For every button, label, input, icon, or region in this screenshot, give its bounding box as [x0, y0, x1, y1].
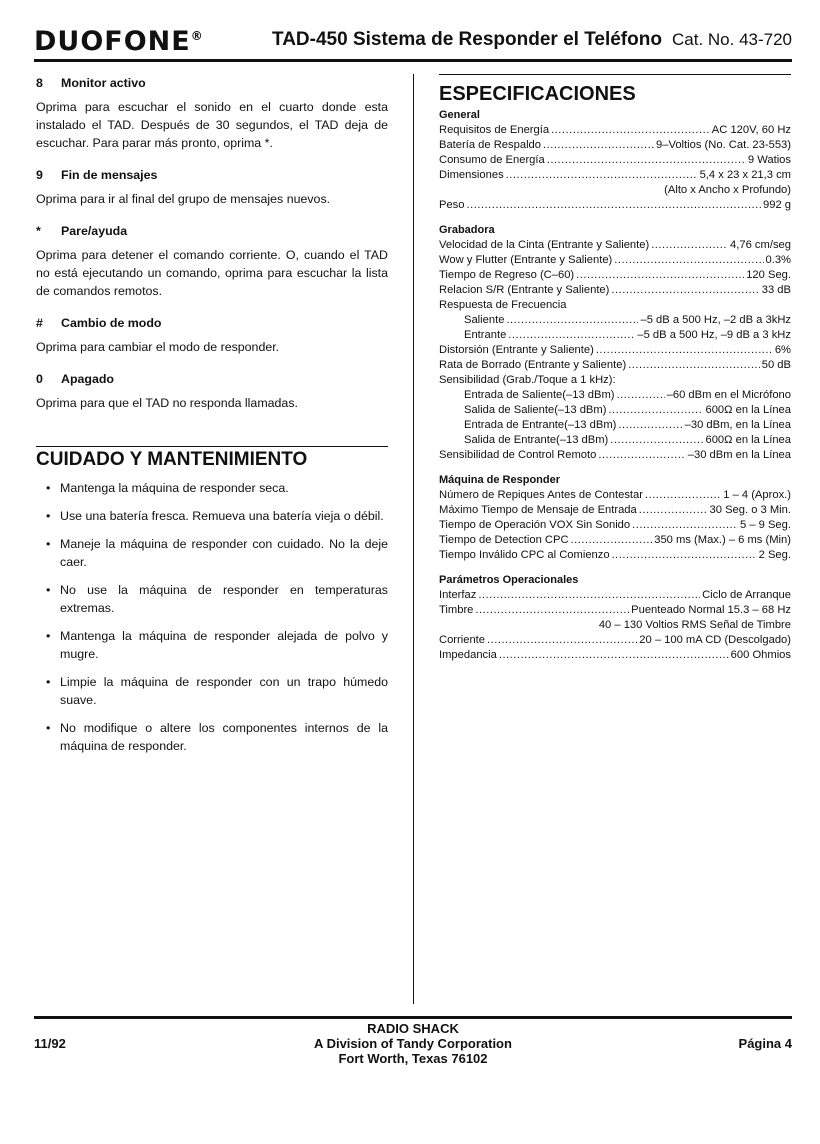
list-item: • Mantenga la máquina de responder alejada de polvo y mugre. — [46, 627, 388, 663]
section-number: * — [36, 224, 41, 238]
spec-row: Distorsión (Entrante y Saliente) ..... 6% — [439, 343, 791, 358]
section-number: 9 — [36, 168, 43, 182]
section-monitor — [36, 74, 388, 152]
list-item: • No use la máquina de responder en temperaturas extremas. — [46, 581, 388, 617]
column-divider — [413, 74, 414, 1004]
spec-row: Consumo de Energía ..... 9 Watios — [439, 153, 791, 168]
left-column — [36, 74, 388, 765]
group-heading-general: General — [439, 109, 480, 121]
section-number: 8 — [36, 76, 43, 90]
page-number: Página 4 — [738, 1036, 792, 1051]
section-title: Monitor activo — [61, 76, 146, 90]
section-stop-help — [36, 222, 388, 300]
spec-note: (Alto x Ancho x Profundo) — [664, 184, 791, 196]
document-title: TAD-450 Sistema de Responder el Teléfono — [272, 29, 662, 50]
spec-row: Wow y Flutter (Entrante y Saliente) ..... 0.3% — [439, 253, 791, 268]
list-item: • Maneje la máquina de responder con cuidado. No la deje caer. — [46, 535, 388, 571]
section-mode-change — [36, 314, 388, 356]
footer-company — [34, 1021, 792, 1066]
spec-row: Entrada de Entrante(–13 dBm) ..... –30 dBm, en la Línea — [439, 418, 791, 433]
spec-row: Batería de Respaldo ..... 9–Voltios (No. Cat. 23-553) — [439, 138, 791, 153]
footer-line: RADIO SHACK — [367, 1021, 459, 1036]
section-title: Fin de mensajes — [61, 168, 158, 182]
spec-row: Tiempo de Regreso (C–60) ..... 120 Seg. — [439, 268, 791, 283]
footer-rule — [34, 1016, 792, 1019]
section-end-messages — [36, 166, 388, 208]
section-number: 0 — [36, 372, 43, 386]
spec-note: 40 – 130 Voltios RMS Señal de Timbre — [598, 619, 791, 631]
section-number: # — [36, 316, 43, 330]
spec-row: Velocidad de la Cinta (Entrante y Saliente) ..... 4,76 cm/seg — [439, 238, 791, 253]
list-item: • Mantenga la máquina de responder seca. — [46, 479, 388, 497]
spec-row: Saliente ..... –5 dB a 500 Hz, –2 dB a 3kHz — [439, 313, 791, 328]
section-off — [36, 370, 388, 412]
spec-row: Tiempo Inválido CPC al Comienzo ..... 2 Seg. — [439, 548, 791, 563]
spec-label: Sensibilidad (Grab./Toque a 1 kHz): — [439, 374, 616, 386]
spec-row: Tiempo de Operación VOX Sin Sonido ..... 5 – 9 Seg. — [439, 518, 791, 533]
care-heading: CUIDADO Y MANTENIMIENTO — [36, 446, 388, 469]
spec-row: Corriente ..... 20 – 100 mA CD (Descolgado) — [439, 633, 791, 648]
group-heading-operational: Parámetros Operacionales — [439, 574, 579, 586]
spec-row: Tiempo de Detection CPC ..... 350 ms (Max.) – 6 ms (Min) — [439, 533, 791, 548]
spec-row: Número de Repiques Antes de Contestar ..... 1 – 4 (Aprox.) — [439, 488, 791, 503]
spec-row: Requisitos de Energía ..... AC 120V, 60 Hz — [439, 123, 791, 138]
spec-row: Interfaz ..... Ciclo de Arranque — [439, 588, 791, 603]
spec-row: Salida de Entrante(–13 dBm) ..... 600Ω en la Línea — [439, 433, 791, 448]
spec-row: Impedancia ..... 600 Ohmios — [439, 648, 791, 663]
section-text: Oprima para ir al final del grupo de mensajes nuevos. — [36, 192, 331, 206]
section-title: Pare/ayuda — [61, 224, 128, 238]
spec-row: Entrante ..... –5 dB a 500 Hz, –9 dB a 3 kHz — [439, 328, 791, 343]
spec-row: Peso ..... 992 g — [439, 198, 791, 213]
specs-heading: ESPECIFICACIONES — [439, 74, 791, 102]
specs-column — [439, 74, 791, 663]
care-list — [46, 479, 388, 755]
page-header — [34, 26, 792, 56]
section-title: Cambio de modo — [61, 316, 162, 330]
spec-row: Relacion S/R (Entrante y Saliente) ..... 33 dB — [439, 283, 791, 298]
spec-row: Sensibilidad de Control Remoto ..... –30 dBm en la Línea — [439, 448, 791, 463]
spec-row: Salida de Saliente(–13 dBm) ..... 600Ω en la Línea — [439, 403, 791, 418]
header-rule — [34, 59, 792, 62]
spec-row: Entrada de Saliente(–13 dBm) ..... –60 dBm en el Micrófono — [439, 388, 791, 403]
group-heading-recorder: Grabadora — [439, 224, 495, 236]
spec-row: Rata de Borrado (Entrante y Saliente) ..... 50 dB — [439, 358, 791, 373]
brand-logo: DUOFONE® — [34, 26, 204, 57]
spec-label: Respuesta de Frecuencia — [439, 299, 567, 311]
group-heading-machine: Máquina de Responder — [439, 474, 561, 486]
section-text: Oprima para cambiar el modo de responder. — [36, 340, 280, 354]
section-title: Apagado — [61, 372, 115, 386]
section-text: Oprima para que el TAD no responda llamadas. — [36, 396, 298, 410]
spec-row: Máximo Tiempo de Mensaje de Entrada ..... 30 Seg. o 3 Min. — [439, 503, 791, 518]
footer-date: 11/92 — [34, 1036, 66, 1051]
spec-row: Timbre ..... Puenteado Normal 15.3 – 68 Hz — [439, 603, 791, 618]
list-item: • No modifique o altere los componentes internos de la máquina de responder. — [46, 719, 388, 755]
catalog-number: Cat. No. 43-720 — [671, 30, 792, 49]
footer-line: A Division of Tandy Corporation — [314, 1036, 512, 1051]
spec-row: Dimensiones ..... 5,4 x 23 x 21,3 cm — [439, 168, 791, 183]
footer-line: Fort Worth, Texas 76102 — [338, 1051, 488, 1066]
list-item: • Limpie la máquina de responder con un trapo húmedo suave. — [46, 673, 388, 709]
section-text: Oprima para escuchar el sonido en el cuarto donde esta instalado el TAD. Después de 30 segundos, el TAD deja de escuchar. Para parar más pronto, oprima *. — [36, 100, 388, 150]
section-text: Oprima para detener el comando corriente. O, cuando el TAD no está ejecutando un comando, oprima para escuchar la lista de comandos remotos. — [36, 248, 388, 298]
list-item: • Use una batería fresca. Remueva una batería vieja o débil. — [46, 507, 388, 525]
